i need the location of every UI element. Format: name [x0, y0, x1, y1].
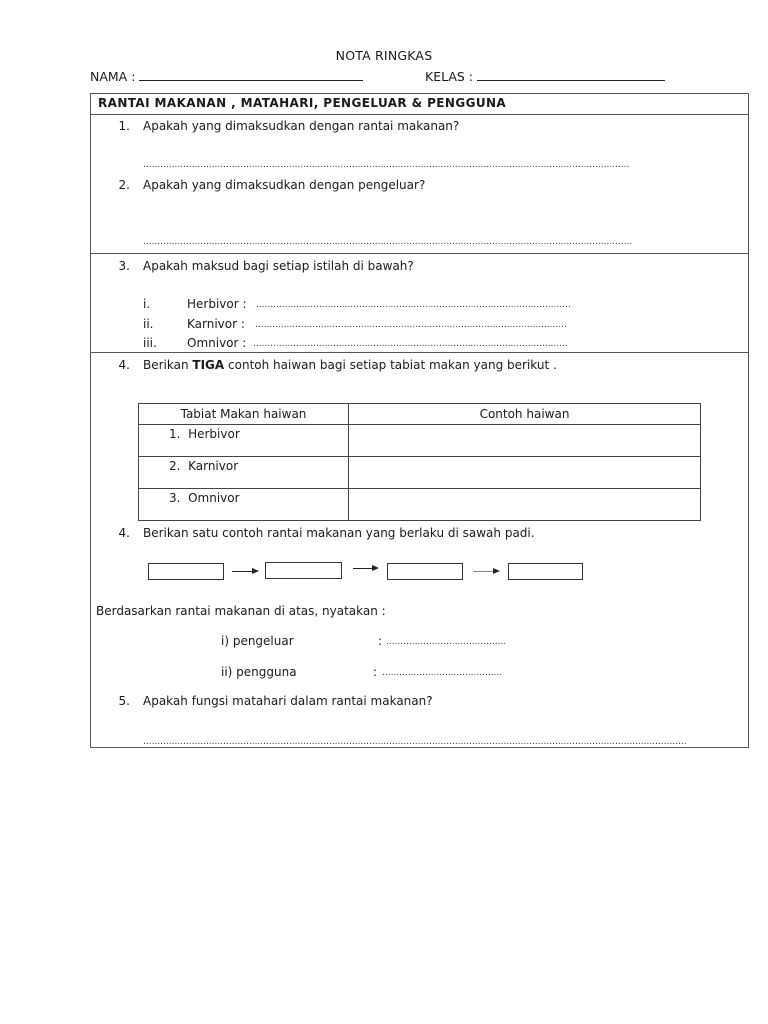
pengeluar-answer-line[interactable]: .......................................... — [386, 637, 507, 647]
q3-item-roman: i. — [143, 297, 151, 311]
based-on-text: Berdasarkan rantai makanan di atas, nyatakan : — [96, 604, 386, 618]
table-cell-habit — [139, 457, 349, 489]
row-label: Karnivor — [188, 459, 239, 473]
q3-item-label: Herbivor : — [187, 297, 247, 311]
section-header: RANTAI MAKANAN , MATAHARI, PENGELUAR & PENGGUNA — [98, 96, 507, 110]
kelas-field — [425, 69, 665, 84]
q4a-text — [143, 358, 557, 372]
q3-number: 3. — [118, 259, 130, 273]
food-chain-box[interactable] — [148, 563, 224, 580]
table-cell-habit — [139, 425, 349, 457]
row-label: Herbivor — [188, 427, 240, 441]
q3-karnivor-answer-line[interactable]: ............................................................................................................. — [255, 320, 567, 330]
row-number: 3. — [169, 491, 181, 505]
arrow-right-icon — [232, 571, 257, 572]
sub-item-label: ii) pengguna — [221, 665, 297, 679]
kelas-label: KELAS : — [425, 69, 474, 84]
nama-label: NAMA : — [90, 69, 136, 84]
table-cell-answer[interactable] — [349, 425, 701, 457]
q1-number: 1. — [118, 119, 130, 133]
q3-item-label: Karnivor : — [187, 317, 245, 331]
tabiat-makan-table — [138, 403, 701, 521]
food-chain-box[interactable] — [265, 562, 342, 579]
q4b-number: 4. — [118, 526, 130, 540]
table-cell-answer[interactable] — [349, 489, 701, 521]
q5-number: 5. — [118, 694, 130, 708]
table-row — [139, 489, 701, 521]
q3-item-roman: iii. — [143, 336, 157, 350]
q4a-text-post: contoh haiwan bagi setiap tabiat makan yang berikut . — [224, 358, 557, 372]
sub-item-label: i) pengeluar — [221, 634, 294, 648]
arrow-right-icon — [473, 571, 498, 572]
q5-answer-line[interactable]: .............................................................................................................................................................................................. — [143, 737, 687, 747]
header-divider — [90, 114, 749, 115]
row-number: 2. — [169, 459, 181, 473]
q1-text: Apakah yang dimaksudkan dengan rantai makanan? — [143, 119, 460, 133]
food-chain-box[interactable] — [387, 563, 463, 580]
row-label: Omnivor — [188, 491, 240, 505]
table-header-row — [139, 404, 701, 425]
q3-item-roman: ii. — [143, 317, 154, 331]
q3-omnivor-answer-line[interactable]: .............................................................................................................. — [253, 339, 568, 349]
q2-text: Apakah yang dimaksudkan dengan pengeluar? — [143, 178, 426, 192]
q4a-text-bold: TIGA — [192, 358, 225, 372]
nama-blank-line — [139, 70, 363, 81]
q4b-text: Berikan satu contoh rantai makanan yang berlaku di sawah padi. — [143, 526, 535, 540]
section-divider-2 — [90, 352, 749, 353]
page-title: NOTA RINGKAS — [335, 48, 433, 63]
table-header-cell: Contoh haiwan — [349, 404, 701, 425]
q1-answer-line[interactable]: .......................................................................................................................................................................... — [143, 160, 630, 170]
q2-answer-line[interactable]: ........................................................................................................................................................................... — [143, 237, 633, 247]
table-row — [139, 425, 701, 457]
arrow-right-icon — [353, 568, 377, 569]
q2-number: 2. — [118, 178, 130, 192]
sub-item-colon: : — [378, 634, 383, 648]
q4a-text-pre: Berikan — [143, 358, 193, 372]
table-cell-answer[interactable] — [349, 457, 701, 489]
section-divider-1 — [90, 253, 749, 254]
table-cell-habit — [139, 489, 349, 521]
q3-herbivor-answer-line[interactable]: .............................................................................................................. — [256, 300, 571, 310]
kelas-blank-line — [477, 70, 665, 81]
table-header-cell: Tabiat Makan haiwan — [139, 404, 349, 425]
pengguna-answer-line[interactable]: .......................................... — [382, 668, 503, 678]
row-number: 1. — [169, 427, 181, 441]
q3-item-label: Omnivor : — [187, 336, 247, 350]
q3-text: Apakah maksud bagi setiap istilah di bawah? — [143, 259, 414, 273]
table-row — [139, 457, 701, 489]
q4a-number: 4. — [118, 358, 130, 372]
food-chain-box[interactable] — [508, 563, 583, 580]
sub-item-colon: : — [373, 665, 378, 679]
q5-text: Apakah fungsi matahari dalam rantai makanan? — [143, 694, 433, 708]
nama-field — [90, 69, 363, 84]
